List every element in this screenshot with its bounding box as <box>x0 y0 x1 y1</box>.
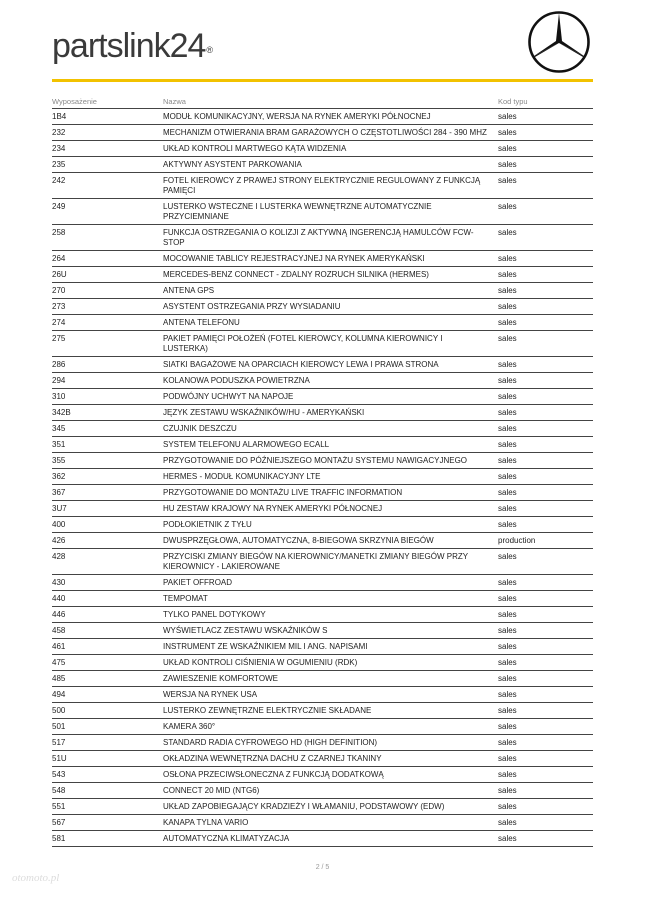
type-code-cell: sales <box>498 315 593 331</box>
column-header-name: Nazwa <box>163 97 186 106</box>
equipment-code-cell: 458 <box>52 623 163 639</box>
equipment-code-cell: 264 <box>52 251 163 267</box>
equipment-name-cell: OSŁONA PRZECIWSŁONECZNA Z FUNKCJĄ DODATKOWĄ <box>163 767 498 783</box>
type-code-cell: sales <box>498 283 593 299</box>
type-code-cell: sales <box>498 831 593 847</box>
table-row <box>52 767 593 783</box>
type-code-cell: sales <box>498 815 593 831</box>
type-code-cell: sales <box>498 251 593 267</box>
type-code-cell: sales <box>498 735 593 751</box>
equipment-code-cell: 351 <box>52 437 163 453</box>
equipment-name-cell: SYSTEM TELEFONU ALARMOWEGO ECALL <box>163 437 498 453</box>
equipment-name-cell: INSTRUMENT ZE WSKAŹNIKIEM MIL I ANG. NAPISAMI <box>163 639 498 655</box>
equipment-code-cell: 446 <box>52 607 163 623</box>
table-row <box>52 405 593 421</box>
equipment-name-cell: UKŁAD ZAPOBIEGAJĄCY KRADZIEŻY I WŁAMANIU, PODSTAWOWY (EDW) <box>163 799 498 815</box>
equipment-code-cell: 355 <box>52 453 163 469</box>
table-row <box>52 591 593 607</box>
equipment-name-cell: KOLANOWA PODUSZKA POWIETRZNA <box>163 373 498 389</box>
equipment-name-cell: CZUJNIK DESZCZU <box>163 421 498 437</box>
table-row <box>52 225 593 251</box>
table-row <box>52 199 593 225</box>
equipment-name-cell: ASYSTENT OSTRZEGANIA PRZY WYSIADANIU <box>163 299 498 315</box>
type-code-cell: production <box>498 533 593 549</box>
equipment-name-cell: PRZYCISKI ZMIANY BIEGÓW NA KIEROWNICY/MANETKI ZMIANY BIEGÓW PRZY KIEROWNICY - LAKIEROWANE <box>163 549 498 575</box>
equipment-code-cell: 3U7 <box>52 501 163 517</box>
type-code-cell: sales <box>498 437 593 453</box>
equipment-code-cell: 501 <box>52 719 163 735</box>
equipment-code-cell: 26U <box>52 267 163 283</box>
table-row <box>52 157 593 173</box>
equipment-name-cell: ZAWIESZENIE KOMFORTOWE <box>163 671 498 687</box>
equipment-code-cell: 258 <box>52 225 163 251</box>
table-row <box>52 141 593 157</box>
type-code-cell: sales <box>498 517 593 533</box>
equipment-name-cell: PODWÓJNY UCHWYT NA NAPOJE <box>163 389 498 405</box>
type-code-cell: sales <box>498 299 593 315</box>
equipment-table <box>52 94 593 847</box>
equipment-name-cell: STANDARD RADIA CYFROWEGO HD (HIGH DEFINITION) <box>163 735 498 751</box>
type-code-cell: sales <box>498 687 593 703</box>
equipment-code-cell: 275 <box>52 331 163 357</box>
type-code-cell: sales <box>498 421 593 437</box>
equipment-name-cell: KANAPA TYLNA VARIO <box>163 815 498 831</box>
table-row <box>52 109 593 125</box>
table-row <box>52 389 593 405</box>
equipment-name-cell: PAKIET OFFROAD <box>163 575 498 591</box>
table-row <box>52 267 593 283</box>
equipment-name-cell: AKTYWNY ASYSTENT PARKOWANIA <box>163 157 498 173</box>
equipment-code-cell: 270 <box>52 283 163 299</box>
type-code-cell: sales <box>498 783 593 799</box>
table-row <box>52 517 593 533</box>
table-row <box>52 437 593 453</box>
table-row <box>52 831 593 847</box>
type-code-cell: sales <box>498 623 593 639</box>
table-row <box>52 735 593 751</box>
equipment-name-cell: MECHANIZM OTWIERANIA BRAM GARAŻOWYCH O CZĘSTOTLIWOŚCI 284 - 390 MHZ <box>163 125 498 141</box>
equipment-code-cell: 500 <box>52 703 163 719</box>
type-code-cell: sales <box>498 655 593 671</box>
table-row <box>52 125 593 141</box>
equipment-code-cell: 440 <box>52 591 163 607</box>
column-header-equipment: Wyposażenie <box>52 97 97 106</box>
type-code-cell: sales <box>498 549 593 575</box>
type-code-cell: sales <box>498 125 593 141</box>
equipment-code-cell: 249 <box>52 199 163 225</box>
table-row <box>52 373 593 389</box>
equipment-code-cell: 1B4 <box>52 109 163 125</box>
type-code-cell: sales <box>498 141 593 157</box>
equipment-name-cell: FOTEL KIEROWCY Z PRAWEJ STRONY ELEKTRYCZNIE REGULOWANY Z FUNKCJĄ PAMIĘCI <box>163 173 498 199</box>
type-code-cell: sales <box>498 331 593 357</box>
type-code-cell: sales <box>498 373 593 389</box>
table-row <box>52 719 593 735</box>
table-header-row <box>52 94 593 109</box>
table-row <box>52 501 593 517</box>
table-row <box>52 815 593 831</box>
equipment-name-cell: LUSTERKO WSTECZNE I LUSTERKA WEWNĘTRZNE AUTOMATYCZNIE PRZYCIEMNIANE <box>163 199 498 225</box>
registered-mark: ® <box>206 45 214 55</box>
table-row <box>52 315 593 331</box>
type-code-cell: sales <box>498 225 593 251</box>
equipment-name-cell: SIATKI BAGAŻOWE NA OPARCIACH KIEROWCY LEWA I PRAWA STRONA <box>163 357 498 373</box>
column-header-type-code: Kod typu <box>498 97 528 106</box>
equipment-name-cell: MOCOWANIE TABLICY REJESTRACYJNEJ NA RYNEK AMERYKAŃSKI <box>163 251 498 267</box>
equipment-name-cell: PAKIET PAMIĘCI POŁOŻEŃ (FOTEL KIEROWCY, KOLUMNA KIEROWNICY I LUSTERKA) <box>163 331 498 357</box>
equipment-code-cell: 494 <box>52 687 163 703</box>
table-body <box>52 109 593 847</box>
equipment-code-cell: 345 <box>52 421 163 437</box>
equipment-name-cell: OKŁADZINA WEWNĘTRZNA DACHU Z CZARNEJ TKANINY <box>163 751 498 767</box>
equipment-name-cell: ANTENA GPS <box>163 283 498 299</box>
equipment-code-cell: 274 <box>52 315 163 331</box>
equipment-name-cell: KAMERA 360° <box>163 719 498 735</box>
type-code-cell: sales <box>498 575 593 591</box>
equipment-code-cell: 232 <box>52 125 163 141</box>
equipment-code-cell: 430 <box>52 575 163 591</box>
equipment-name-cell: PODŁOKIETNIK Z TYŁU <box>163 517 498 533</box>
type-code-cell: sales <box>498 405 593 421</box>
type-code-cell: sales <box>498 501 593 517</box>
table-row <box>52 173 593 199</box>
table-row <box>52 357 593 373</box>
type-code-cell: sales <box>498 485 593 501</box>
equipment-code-cell: 51U <box>52 751 163 767</box>
table-row <box>52 799 593 815</box>
type-code-cell: sales <box>498 173 593 199</box>
equipment-code-cell: 426 <box>52 533 163 549</box>
type-code-cell: sales <box>498 267 593 283</box>
equipment-code-cell: 543 <box>52 767 163 783</box>
table-row <box>52 655 593 671</box>
equipment-code-cell: 286 <box>52 357 163 373</box>
equipment-code-cell: 548 <box>52 783 163 799</box>
type-code-cell: sales <box>498 357 593 373</box>
table-row <box>52 575 593 591</box>
table-row <box>52 453 593 469</box>
table-row <box>52 607 593 623</box>
type-code-cell: sales <box>498 671 593 687</box>
equipment-name-cell: DWUSPRZĘGŁOWA, AUTOMATYCZNA, 8-BIEGOWA SKRZYNIA BIEGÓW <box>163 533 498 549</box>
equipment-name-cell: UKŁAD KONTROLI MARTWEGO KĄTA WIDZENIA <box>163 141 498 157</box>
equipment-code-cell: 273 <box>52 299 163 315</box>
equipment-code-cell: 517 <box>52 735 163 751</box>
header-divider <box>52 79 593 82</box>
type-code-cell: sales <box>498 767 593 783</box>
table-row <box>52 623 593 639</box>
equipment-name-cell: ANTENA TELEFONU <box>163 315 498 331</box>
equipment-code-cell: 235 <box>52 157 163 173</box>
equipment-name-cell: AUTOMATYCZNA KLIMATYZACJA <box>163 831 498 847</box>
type-code-cell: sales <box>498 469 593 485</box>
equipment-name-cell: JĘZYK ZESTAWU WSKAŹNIKÓW/HU - AMERYKAŃSKI <box>163 405 498 421</box>
type-code-cell: sales <box>498 639 593 655</box>
equipment-code-cell: 567 <box>52 815 163 831</box>
type-code-cell: sales <box>498 199 593 225</box>
equipment-code-cell: 294 <box>52 373 163 389</box>
equipment-name-cell: PRZYGOTOWANIE DO PÓŹNIEJSZEGO MONTAŻU SYSTEMU NAWIGACYJNEGO <box>163 453 498 469</box>
logo-text: partslink24 <box>52 27 206 65</box>
table-row <box>52 703 593 719</box>
equipment-code-cell: 242 <box>52 173 163 199</box>
type-code-cell: sales <box>498 703 593 719</box>
table-row <box>52 783 593 799</box>
table-row <box>52 469 593 485</box>
table-row <box>52 687 593 703</box>
type-code-cell: sales <box>498 157 593 173</box>
equipment-code-cell: 362 <box>52 469 163 485</box>
equipment-code-cell: 551 <box>52 799 163 815</box>
type-code-cell: sales <box>498 109 593 125</box>
table-row <box>52 331 593 357</box>
table-row <box>52 549 593 575</box>
equipment-code-cell: 428 <box>52 549 163 575</box>
table-row <box>52 639 593 655</box>
equipment-code-cell: 400 <box>52 517 163 533</box>
equipment-name-cell: HU ZESTAW KRAJOWY NA RYNEK AMERYKI PÓŁNOCNEJ <box>163 501 498 517</box>
equipment-code-cell: 475 <box>52 655 163 671</box>
type-code-cell: sales <box>498 389 593 405</box>
type-code-cell: sales <box>498 799 593 815</box>
equipment-name-cell: CONNECT 20 MID (NTG6) <box>163 783 498 799</box>
type-code-cell: sales <box>498 751 593 767</box>
equipment-name-cell: WYŚWIETLACZ ZESTAWU WSKAŹNIKÓW S <box>163 623 498 639</box>
equipment-name-cell: MODUŁ KOMUNIKACYJNY, WERSJA NA RYNEK AMERYKI PÓŁNOCNEJ <box>163 109 498 125</box>
table-row <box>52 751 593 767</box>
equipment-code-cell: 461 <box>52 639 163 655</box>
table-row <box>52 283 593 299</box>
equipment-code-cell: 342B <box>52 405 163 421</box>
equipment-name-cell: TYLKO PANEL DOTYKOWY <box>163 607 498 623</box>
equipment-name-cell: PRZYGOTOWANIE DO MONTAŻU LIVE TRAFFIC INFORMATION <box>163 485 498 501</box>
partslink24-logo <box>52 26 212 66</box>
page-header <box>0 0 645 82</box>
type-code-cell: sales <box>498 591 593 607</box>
equipment-name-cell: FUNKCJA OSTRZEGANIA O KOLIZJI Z AKTYWNĄ INGERENCJĄ HAMULCÓW FCW-STOP <box>163 225 498 251</box>
table-row <box>52 485 593 501</box>
equipment-code-cell: 234 <box>52 141 163 157</box>
table-row <box>52 671 593 687</box>
type-code-cell: sales <box>498 453 593 469</box>
table-row <box>52 299 593 315</box>
page-number: 2 / 5 <box>315 864 330 871</box>
equipment-name-cell: TEMPOMAT <box>163 591 498 607</box>
table-row <box>52 533 593 549</box>
equipment-name-cell: MERCEDES-BENZ CONNECT - ZDALNY ROZRUCH SILNIKA (HERMES) <box>163 267 498 283</box>
equipment-name-cell: UKŁAD KONTROLI CIŚNIENIA W OGUMIENIU (RDK) <box>163 655 498 671</box>
equipment-code-cell: 367 <box>52 485 163 501</box>
equipment-name-cell: WERSJA NA RYNEK USA <box>163 687 498 703</box>
table-row <box>52 421 593 437</box>
equipment-code-cell: 310 <box>52 389 163 405</box>
equipment-code-cell: 581 <box>52 831 163 847</box>
mercedes-star-icon <box>527 10 591 74</box>
table-row <box>52 251 593 267</box>
equipment-code-cell: 485 <box>52 671 163 687</box>
type-code-cell: sales <box>498 607 593 623</box>
watermark: otomoto.pl <box>12 872 60 884</box>
equipment-name-cell: HERMES - MODUŁ KOMUNIKACYJNY LTE <box>163 469 498 485</box>
equipment-name-cell: LUSTERKO ZEWNĘTRZNE ELEKTRYCZNIE SKŁADANE <box>163 703 498 719</box>
type-code-cell: sales <box>498 719 593 735</box>
